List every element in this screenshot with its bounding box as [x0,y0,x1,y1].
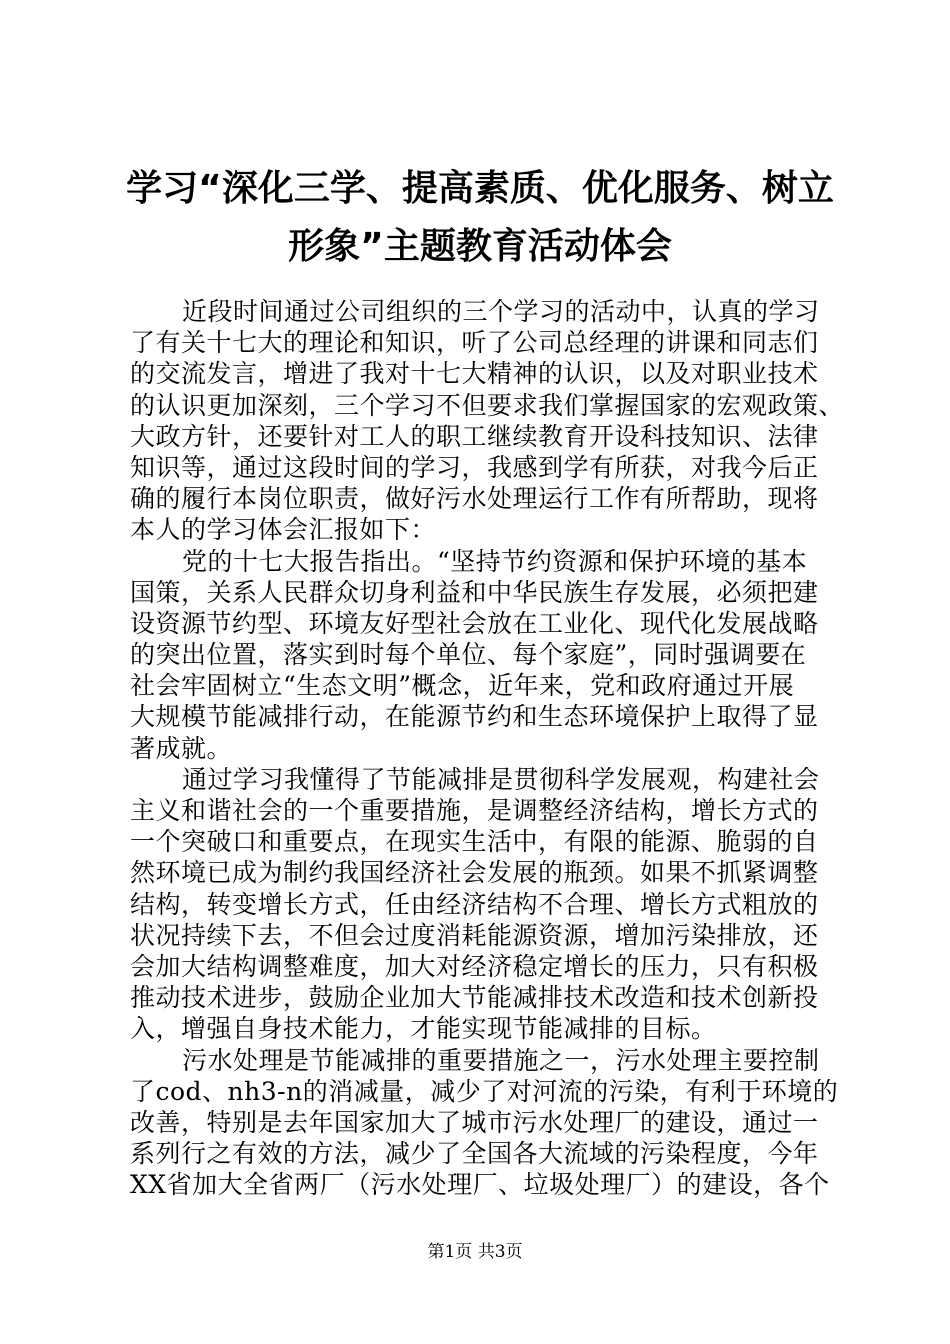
paragraph-line: 党的十七大报告指出。“坚持节约资源和保护环境的基本 [182,546,808,576]
paragraph-line: 主义和谐社会的一个重要措施，是调整经济结构，增长方式的 [130,796,819,825]
paragraph-line: 社会牢固树立“生态文明”概念，近年来，党和政府通过开展 [130,671,795,701]
paragraph-line: 入，增强自身技术能力，才能实现节能减排的目标。 [130,1014,717,1044]
paragraph-line: 通过学习我懂得了节能减排是贯彻科学发展观，构建社会 [182,764,820,794]
paragraph-line: 确的履行本岗位职责，做好污水处理运行工作有所帮助，现将 [130,484,819,514]
paragraph-line: 大规模节能减排行动，在能源节约和生态环境保护上取得了显 [130,702,819,732]
paragraph-line: 设资源节约型、环境友好型社会放在工业化、现代化发展战略 [130,608,819,638]
paragraph-line: 系列行之有效的方法，减少了全国各大流域的污染程度，今年 [130,1139,819,1169]
paragraph-line: 大政方针，还要针对工人的职工继续教育开设科技知识、法律 [130,421,819,451]
paragraph-line: 污水处理是节能减排的重要措施之一，污水处理主要控制 [182,1045,820,1075]
title-line: 学习“深化三学、提高素质、优化服务、树立 [126,168,834,209]
paragraph-line: 知识等，通过这段时间的学习，我感到学有所获，对我今后正 [130,452,819,482]
paragraph-line: 改善，特别是去年国家加大了城市污水处理厂的建设，通过一 [130,1107,819,1137]
title-line: 形象”主题教育活动体会 [288,226,672,267]
document-body [130,296,845,1200]
paragraph-line: 了cod、nh3-n的消减量，减少了对河流的污染，有利于环境的 [130,1076,839,1106]
paragraph-line: 然环境已成为制约我国经济社会发展的瓶颈。如果不抓紧调整 [130,858,819,888]
paragraph-line: XX省加大全省两厂（污水处理厂、垃圾处理厂）的建设，各个 [130,1170,830,1200]
paragraph-line: 著成就。 [130,733,233,763]
paragraph-line: 的突出位置，落实到时每个单位、每个家庭”，同时强调要在 [130,640,807,670]
paragraph-line: 本人的学习体会汇报如下： [130,515,437,545]
paragraph-line: 结构，转变增长方式，任由经济结构不合理、增长方式粗放的 [130,889,819,919]
paragraph-line: 会加大结构调整难度，加大对经济稳定增长的压力，只有积极 [130,951,819,981]
paragraph-line: 状况持续下去，不但会过度消耗能源资源，增加污染排放，还 [130,920,819,950]
paragraph-line: 近段时间通过公司组织的三个学习的活动中，认真的学习 [182,297,820,326]
paragraph-line: 推动技术进步，鼓励企业加大节能减排技术改造和技术创新投 [130,983,819,1013]
document-title [120,160,840,276]
paragraph-line: 的认识更加深刻，三个学习不但要求我们掌握国家的宏观政策、 [130,390,845,420]
paragraph-line: 了有关十七大的理论和知识，听了公司总经理的讲课和同志们 [130,328,819,358]
page-footer: 第1页 共3页 [427,1242,523,1262]
paragraph-line: 的交流发言，增进了我对十七大精神的认识，以及对职业技术 [130,359,819,389]
paragraph-line: 国策，关系人民群众切身利益和中华民族生存发展，必须把建 [130,577,819,607]
paragraph-line: 一个突破口和重要点，在现实生活中，有限的能源、脆弱的自 [130,827,819,857]
